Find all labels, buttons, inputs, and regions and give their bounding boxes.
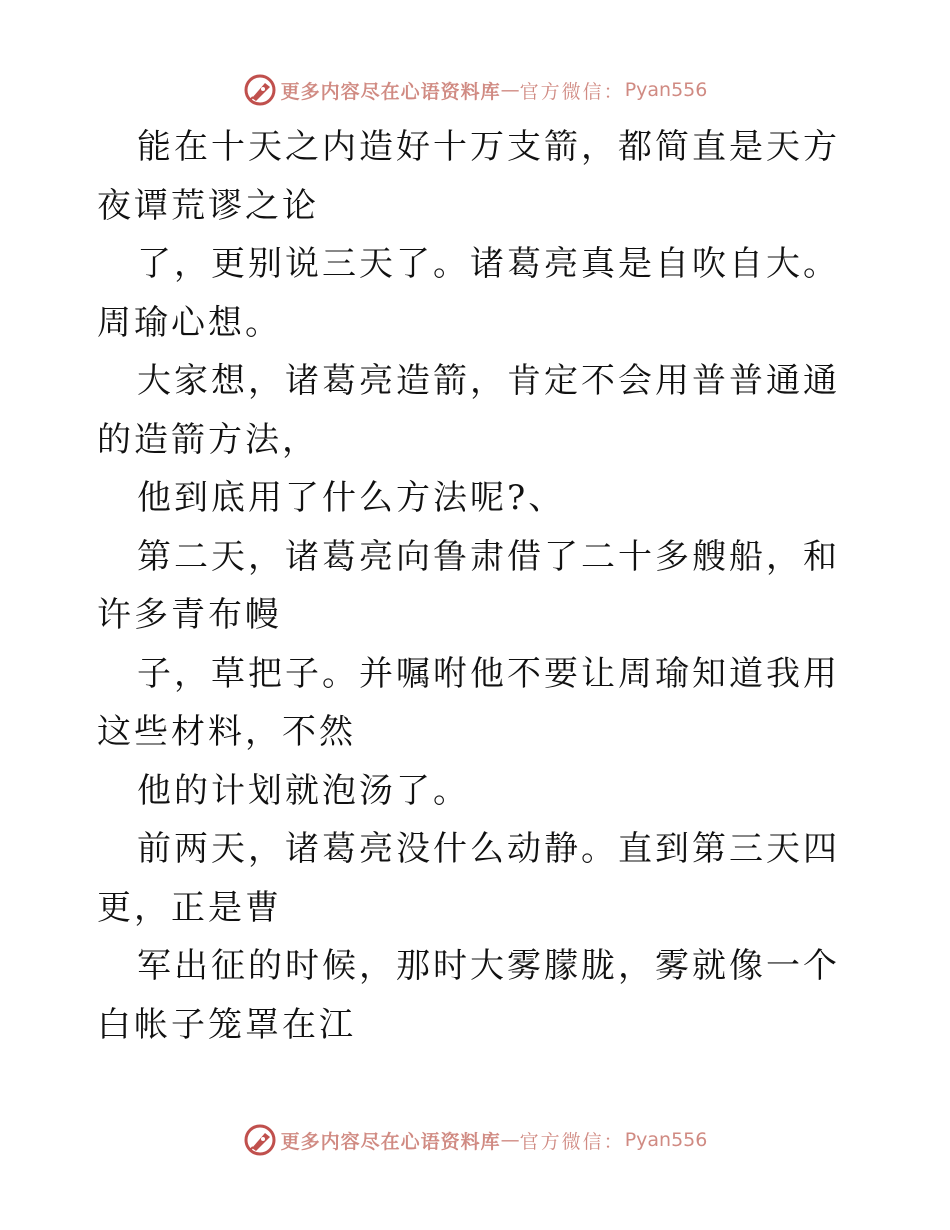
pen-nib-icon xyxy=(243,1123,277,1157)
header-brand: 更多内容尽在心语资料库 xyxy=(280,80,501,103)
paragraph-line: 荒谬之论 xyxy=(171,185,319,226)
paragraph xyxy=(97,645,857,762)
paragraph-line: 材料，不然 xyxy=(171,712,356,752)
paragraph-line: 子，草把子。并嘱咐他不要让周瑜知道我用这些 xyxy=(97,653,840,752)
paragraph-line: 他的计划就泡汤了。 xyxy=(137,770,470,811)
paragraph xyxy=(97,352,857,469)
paragraph xyxy=(97,118,857,235)
footer-official: 官方微信： xyxy=(519,1130,625,1153)
paragraph-line: 正是曹 xyxy=(171,887,282,928)
header-banner xyxy=(0,70,950,110)
paragraph xyxy=(97,762,857,821)
footer-brand: 更多内容尽在心语资料库 xyxy=(280,1130,501,1153)
paragraph-line: 他到底用了什么方法呢?、 xyxy=(137,478,566,518)
paragraph-line: 大家想，诸葛亮造箭，肯定不会用普普通通的造 xyxy=(97,361,840,460)
paragraph xyxy=(97,820,857,937)
header-official: 官方微信： xyxy=(519,80,625,103)
paragraph xyxy=(97,235,857,352)
paragraph xyxy=(97,528,857,645)
header-wechat-id: Pyan556 xyxy=(624,79,708,101)
footer-wechat-id: Pyan556 xyxy=(624,1129,708,1151)
paragraph-line: 第二天，诸葛亮向鲁肃借了二十多艘船，和许多 xyxy=(97,536,840,635)
paragraph xyxy=(97,469,857,528)
header-separator: — xyxy=(500,79,520,101)
paragraph-line: 军出征的时候，那时大雾朦胧，雾就像一个白帐 xyxy=(97,946,840,1045)
paragraph-line: 能在十天之内造好十万支箭，都简直是天方夜谭 xyxy=(97,127,840,226)
footer-banner xyxy=(0,1120,950,1160)
document-body xyxy=(97,118,857,1054)
paragraph-line: 子笼罩在江 xyxy=(171,1004,356,1045)
paragraph-line: 青布幔 xyxy=(171,595,282,635)
paragraph-line: 了，更别说三天了。诸葛亮真是自吹自大。周瑜 xyxy=(97,244,840,343)
paragraph xyxy=(97,937,857,1054)
pen-nib-icon xyxy=(243,73,277,107)
paragraph-line: 心想。 xyxy=(171,302,282,343)
footer-separator: — xyxy=(500,1129,520,1151)
paragraph-line: 前两天，诸葛亮没什么动静。直到第三天四更， xyxy=(97,829,840,928)
paragraph-line: 箭方法， xyxy=(171,419,319,460)
